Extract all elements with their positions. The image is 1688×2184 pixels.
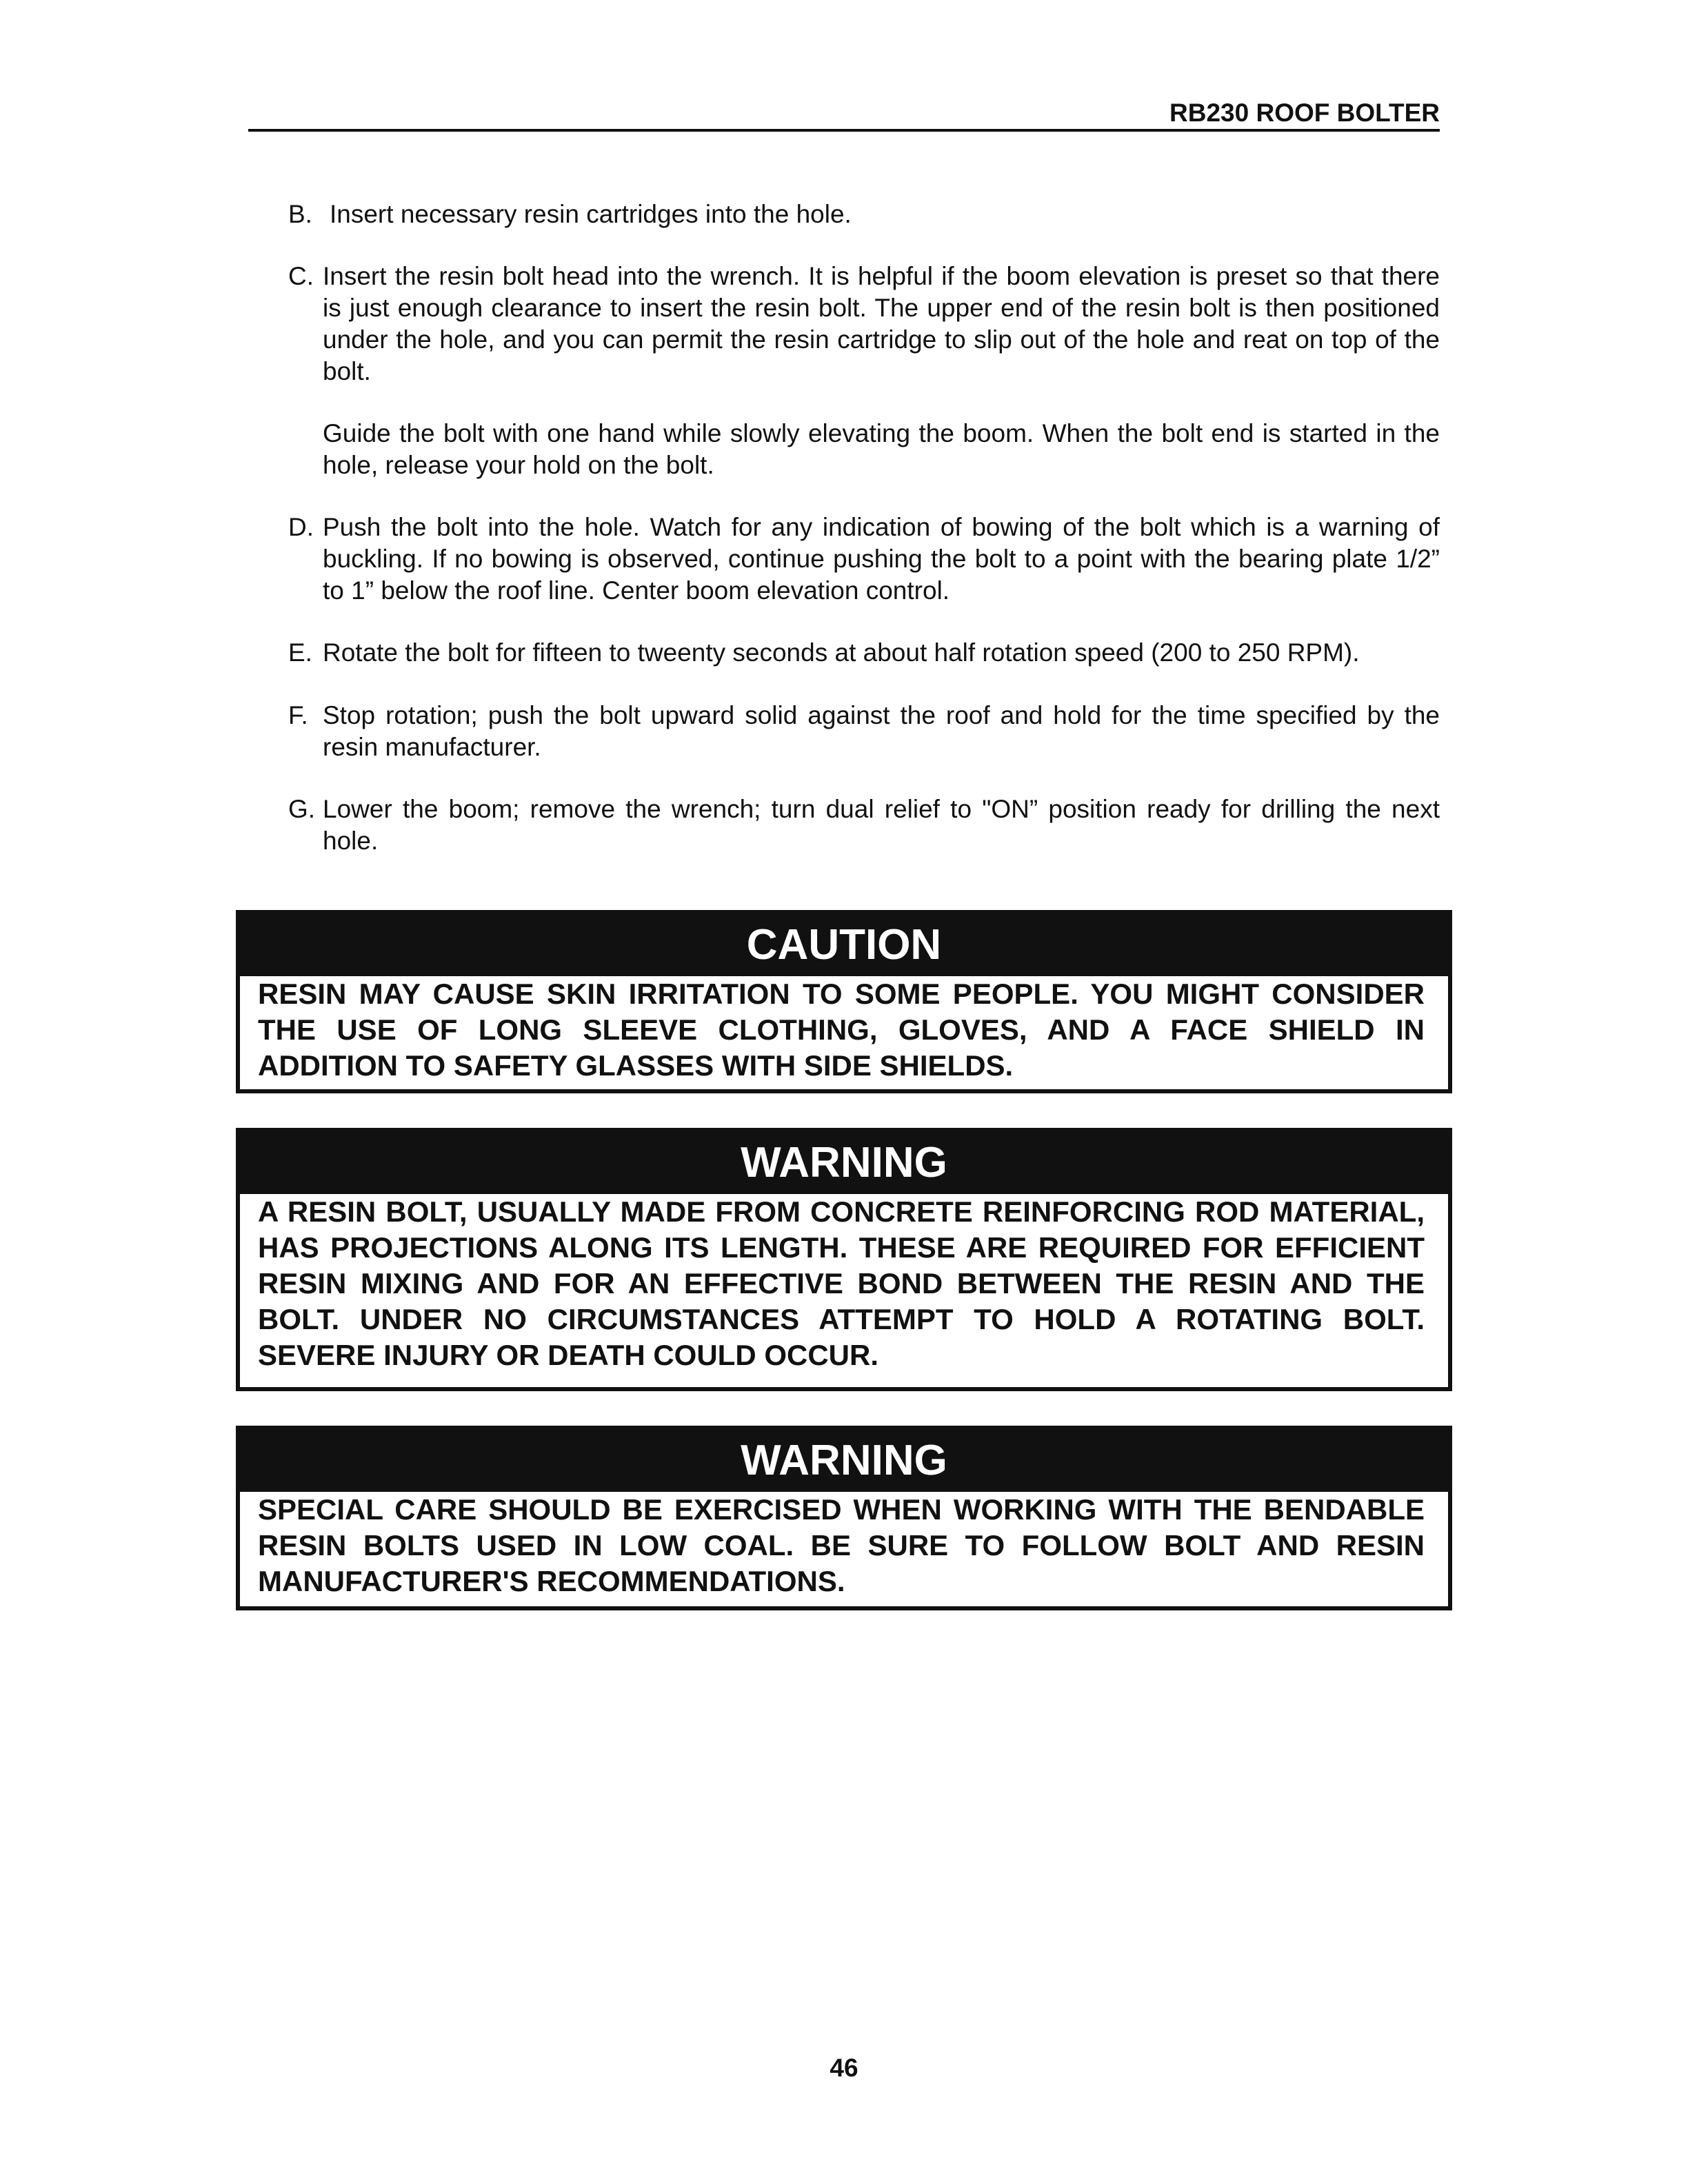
step-label: E. [288, 638, 312, 667]
warning-box-resin-bolt [236, 1128, 1452, 1391]
step-text: Insert the resin bolt head into the wrench. It is helpful if the boom elevation is preset so that there is just enough clearance to insert the resin bolt. The upper end of the resin bolt is then positioned under the hole, and you can permit the resin cartridge to slip out of the hole and reat on top of the bolt. [323, 262, 1440, 385]
header-rule [248, 129, 1440, 132]
caution-text: RESIN MAY CAUSE SKIN IRRITATION TO SOME PEOPLE. YOU MIGHT CONSIDER THE USE OF LONG SLEEVE CLOTHING, GLOVES, AND A FACE SHIELD IN ADDITION TO SAFETY GLASSES WITH SIDE SHIELDS. [258, 978, 1425, 1082]
page-number: 46 [830, 2054, 858, 2082]
step-label: C. [288, 262, 314, 290]
warning-heading: WARNING [240, 1430, 1448, 1492]
caution-box [236, 910, 1452, 1093]
step-d [288, 512, 1440, 607]
step-c [288, 261, 1440, 481]
warning-box-bendable-bolts [236, 1426, 1452, 1610]
warning-text: SPECIAL CARE SHOULD BE EXERCISED WHEN WORKING WITH THE BENDABLE RESIN BOLTS USED IN LOW COAL. BE SURE TO FOLLOW BOLT AND RESIN MANUFACTURER'S RECOMMENDATIONS. [258, 1493, 1425, 1597]
step-label: B. [288, 200, 312, 228]
step-text: Push the bolt into the hole. Watch for any indication of bowing of the bolt which is a warning of buckling. If no bowing is observed, continue pushing the bolt to a point with the bearing plate 1/2” to 1” below the roof line. Center boom elevation control. [323, 513, 1440, 605]
step-b [288, 199, 1440, 230]
step-label: F. [288, 701, 308, 729]
caution-heading: CAUTION [240, 914, 1448, 976]
step-text-continued: Guide the bolt with one hand while slowly elevating the boom. When the bolt end is started in the hole, release your hold on the bolt. [323, 419, 1440, 479]
step-e [288, 637, 1440, 669]
step-f [288, 700, 1440, 763]
warning-text: A RESIN BOLT, USUALLY MADE FROM CONCRETE REINFORCING ROD MATERIAL, HAS PROJECTIONS ALONG ITS LENGTH. THESE ARE REQUIRED FOR EFFICIENT RESIN MIXING AND FOR AN EFFECTIVE BOND BETWEEN THE RESIN AND THE BOLT. UNDER NO CIRCUMSTANCES ATTEMPT TO HOLD A ROTATING BOLT. SEVERE INJURY OR DEATH COULD OCCUR. [258, 1195, 1425, 1371]
page-header-title: RB230 ROOF BOLTER [1169, 99, 1440, 127]
step-g [288, 793, 1440, 857]
step-text: Rotate the bolt for fifteen to tweenty seconds at about half rotation speed (200 to 250 RPM). [323, 638, 1360, 667]
step-text: Lower the boom; remove the wrench; turn dual relief to "ON” position ready for drilling the next hole. [323, 795, 1440, 855]
step-label: G. [288, 795, 316, 823]
step-text: Stop rotation; push the bolt upward solid against the roof and hold for the time specified by the resin manufacturer. [323, 701, 1440, 761]
step-label: D. [288, 513, 314, 541]
step-text: Insert necessary resin cartridges into the hole. [330, 200, 852, 228]
warning-heading: WARNING [240, 1132, 1448, 1194]
